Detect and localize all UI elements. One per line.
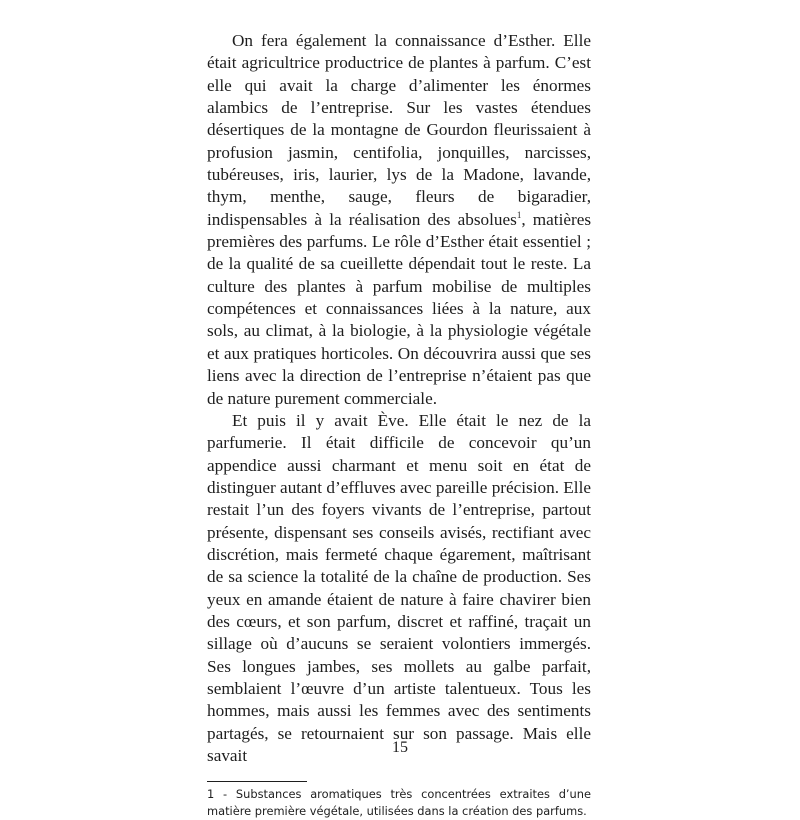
footnote-rule <box>207 781 307 782</box>
body-text <box>207 30 591 767</box>
footnote: 1 - Substances aromatiques très concentrées extraites d’une matière première végétale, utilisées dans la création des parfums. <box>207 787 591 819</box>
footnote-reference: 1 <box>516 209 522 220</box>
page-content <box>207 30 591 820</box>
paragraph-eve: Et puis il y avait Ève. Elle était le nez de la parfumerie. Il était difficile de concevoir qu’un appendice aussi charmant et menu soit en état de distinguer autant d’effluves avec pareille précision. Elle restait l’un des foyers vivants de l’entreprise, partout présente, dispensant ses conseils avisés, rectifiant avec discrétion, mais fermeté chaque égarement, maîtrisant de sa science la totalité de la chaîne de production. Ses yeux en amande étaient de nature à faire chavirer bien des cœurs, et son parfum, discret et raffiné, traçait un sillage où d’aucuns se seraient volontiers immergés. Ses longues jambes, ses mollets au galbe parfait, semblaient l’œuvre d’un artiste talentueux. Tous les hommes, mais aussi les femmes avec des sentiments partagés, se retournaient sur son passage. Mais elle savait <box>207 410 591 765</box>
page-number: 15 <box>392 739 408 756</box>
paragraph-esther <box>207 30 591 410</box>
paragraph-esther-text: On fera également la connaissance d’Esther. Elle était agricultrice productrice de plantes à parfum. C’est elle qui avait la charge d’alimenter les énormes alambics de l’entreprise. Sur les vastes étendues désertiques de la montagne de Gourdon fleurissaient à profusion jasmin, centifolia, jonquilles, narcisses, tubéreuses, iris, laurier, lys de la Madone, lavande, thym, menthe, sauge, fleurs de bigaradier, indispensables à la réalisation des absolues <box>207 31 591 229</box>
paragraph-esther-text-continued: , matières premières des parfums. Le rôle d’Esther était essentiel ; de la qualité de sa cueillette dépendait tout le reste. La culture des plantes à parfum mobilise de multiples compétences et connaissances liées à la nature, aux sols, au climat, à la biologie, à la physiologie végétale et aux pratiques horticoles. On découvrira aussi que ses liens avec la direction de l’entreprise n’étaient pas que de nature purement commerciale. <box>207 209 592 408</box>
